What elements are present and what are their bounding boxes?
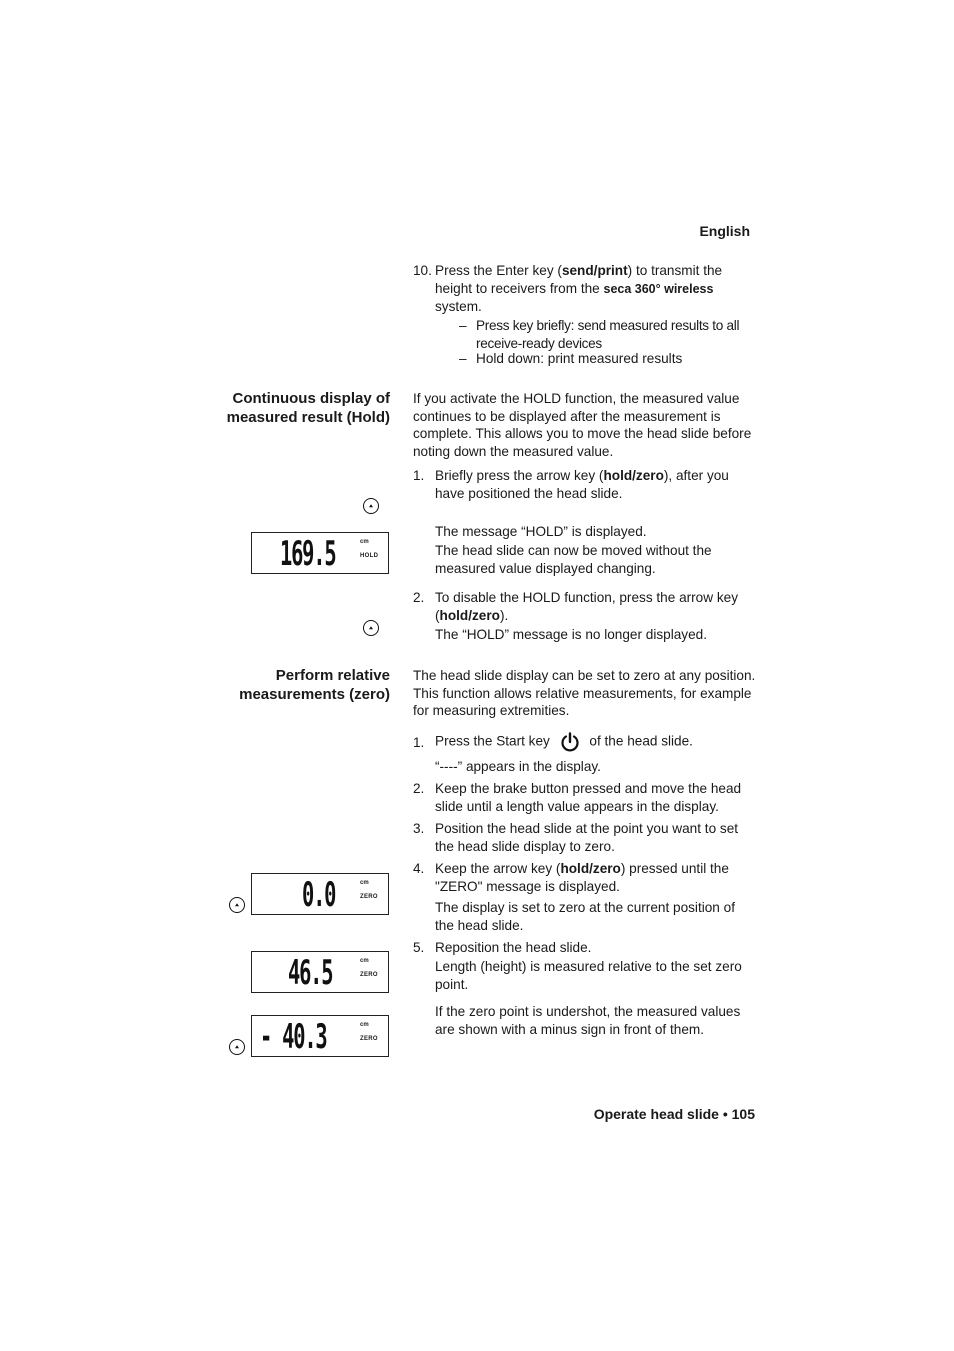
arrow-key-icon (363, 498, 379, 514)
zero-step-5-note-2: If the zero point is undershot, the measured values are shown with a minus sign in front of them. (435, 1004, 741, 1037)
step-number: 1. (413, 735, 425, 750)
key-name: hold/zero (439, 607, 500, 623)
display-value: 169.5 (280, 534, 336, 574)
display-value: 46.5 (288, 953, 333, 993)
display-value: - 40.3 (260, 1017, 327, 1057)
lcd-display-hold (251, 532, 389, 574)
lcd-display-negative (251, 1015, 389, 1057)
key-name: hold/zero (560, 861, 621, 876)
step-number: 3. (413, 821, 425, 836)
step-10 (413, 262, 758, 316)
step-number: 1. (413, 468, 425, 483)
system-name: seca 360° wireless (603, 281, 714, 296)
zero-step-4-note: The display is set to zero at the current position of the head slide. (435, 900, 735, 933)
key-name: hold/zero (603, 468, 664, 483)
hold-step-2: 2. To disable the HOLD function, press the arrow key (hold/zero). (413, 590, 738, 623)
display-unit: cm (360, 958, 369, 964)
display-unit: cm (360, 880, 369, 886)
zero-step-4: 4. Keep the arrow key (hold/zero) pressed until the "ZERO" message is displayed. (413, 861, 729, 894)
lcd-display-relative (251, 951, 389, 993)
display-value: 0.0 (302, 875, 336, 915)
step-number: 2. (413, 590, 425, 605)
zero-intro: The head slide display can be set to zero at any position. This function allows relative measurements, for example for measuring extremities. (413, 668, 756, 718)
lcd-display-zero (251, 873, 389, 915)
bullet-1: – Press key briefly: send measured results to all receive-ready devices (459, 318, 740, 351)
display-message: ZERO (360, 1036, 378, 1042)
step-number: 4. (413, 861, 425, 876)
zero-step-1-note: “----” appears in the display. (435, 759, 601, 774)
arrow-key-icon (363, 620, 379, 636)
key-name: send/print (561, 263, 628, 278)
hold-note-1: The message “HOLD” is displayed. (435, 524, 647, 539)
display-message: ZERO (360, 972, 378, 978)
arrow-key-icon (229, 897, 245, 913)
zero-step-5-note-1: Length (height) is measured relative to the set zero point. (435, 959, 742, 992)
hold-note-2: The head slide can now be moved without the measured value displayed changing. (435, 543, 712, 576)
section-heading-zero: Perform relative measurements (zero) (239, 667, 390, 703)
hold-intro: If you activate the HOLD function, the measured value continues to be displayed after the measurement is complete. This allows you to move the head slide before noting down the measured value. (413, 391, 752, 459)
display-unit: cm (360, 539, 369, 545)
zero-step-2: 2. Keep the brake button pressed and move the head slide until a length value appears in the display. (413, 781, 742, 814)
display-unit: cm (360, 1022, 369, 1028)
step-number: 2. (413, 781, 425, 796)
zero-step-3: 3. Position the head slide at the point you want to set the head slide display to zero. (413, 821, 739, 854)
language-label: English (699, 223, 750, 239)
step-number: 5. (413, 940, 425, 955)
step-number: 10. (413, 263, 432, 278)
power-icon (560, 732, 580, 752)
zero-step-5: 5. Reposition the head slide. (413, 940, 592, 955)
display-message: ZERO (360, 894, 378, 900)
bullet-2: – Hold down: print measured results (459, 351, 683, 366)
page-footer: Operate head slide • 105 (593, 1106, 755, 1122)
arrow-key-icon (229, 1039, 245, 1055)
display-message: HOLD (360, 553, 379, 559)
hold-step-1: 1. Briefly press the arrow key (hold/zero), after you have positioned the head slide. (413, 468, 729, 501)
zero-step-1: 1. Press the Start key of the head slide. (413, 733, 693, 750)
step-text: Press the Enter key (send/print) to transmit the height to receivers from the seca 360° wireless system. (435, 263, 723, 314)
hold-note-3: The “HOLD” message is no longer displayed. (435, 627, 708, 642)
section-heading-hold: Continuous display of measured result (Hold) (226, 390, 390, 426)
